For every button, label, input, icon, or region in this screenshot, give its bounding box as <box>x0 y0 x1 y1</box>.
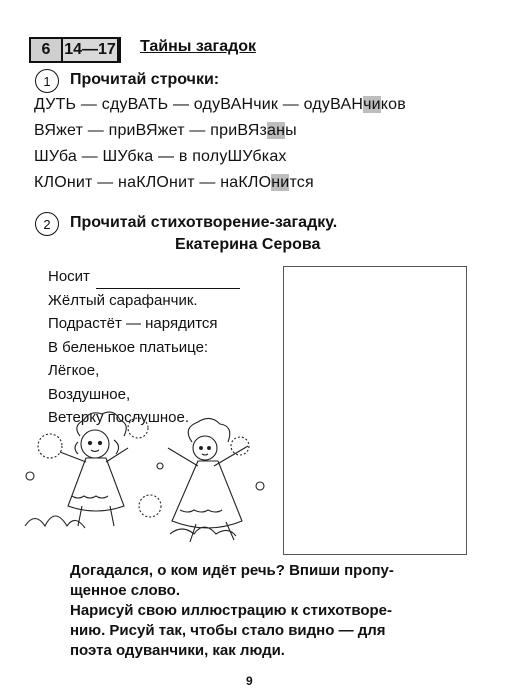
instructions <box>70 561 470 661</box>
poem-text <box>48 265 240 430</box>
task-1-title: Прочитай строчки: <box>70 71 220 88</box>
poem-line-4: В беленькое платьице: <box>48 338 209 356</box>
word-line-4-text: КЛОнит — наКЛОнит — наКЛО <box>34 174 272 191</box>
instruction-line-4: нию. Рисуй так, чтобы стало видно — для <box>70 622 386 639</box>
word-line-2 <box>34 122 297 140</box>
poem-line-2: Жёлтый сарафанчик. <box>48 291 198 309</box>
lesson-title: Тайны загадок <box>140 38 257 55</box>
drawing-area[interactable] <box>283 266 467 555</box>
page-number: 9 <box>246 674 253 688</box>
lesson-header-box <box>29 37 121 63</box>
instruction-line-1: Догадался, о ком идёт речь? Впиши пропу- <box>70 562 394 579</box>
word-line-4 <box>34 174 314 192</box>
poem-line-3: Подрастёт — нарядится <box>48 315 218 332</box>
word-line-4-end: тся <box>289 174 314 191</box>
instruction-line-5: поэта одуванчики, как люди. <box>70 642 285 659</box>
word-line-1-text: ДУТЬ — сдуВАТЬ — одуВАНчик — одуВАН <box>34 96 364 113</box>
word-line-3-text: ШУба — ШУбка — в полуШУбках <box>34 148 287 165</box>
poem-line-5: Лёгкое, <box>48 362 100 379</box>
task-2-title: Прочитай стихотворение-загадку. <box>70 214 338 231</box>
lesson-number: 6 <box>31 39 63 61</box>
word-line-3 <box>34 148 287 166</box>
instruction-line-3: Нарисуй свою иллюстрацию к стихотворе- <box>70 602 393 619</box>
poem-line-1 <box>48 265 240 289</box>
word-line-1-end: ков <box>380 96 406 113</box>
poem-line-6: Воздушное, <box>48 385 131 403</box>
poem-line-1-text: Носит <box>48 268 90 285</box>
dandelion-children-illustration <box>20 406 275 546</box>
instruction-line-2: щенное слово. <box>70 582 180 599</box>
poem-line-7: Ветерку послушное. <box>48 409 190 426</box>
poem-author: Екатерина Серова <box>175 236 321 253</box>
task-2-number: 2 <box>35 212 59 236</box>
lesson-range: 14—17 <box>63 39 119 61</box>
word-line-2-text: ВЯжет — приВЯжет — приВЯз <box>34 122 267 139</box>
word-line-4-highlight: ни <box>271 174 290 191</box>
word-line-2-end: ы <box>285 122 297 139</box>
task-1-number: 1 <box>35 69 59 93</box>
word-line-2-highlight: ан <box>267 122 286 139</box>
word-line-1-highlight: чи <box>363 96 381 113</box>
answer-blank[interactable] <box>96 274 240 289</box>
word-line-1 <box>34 96 406 114</box>
